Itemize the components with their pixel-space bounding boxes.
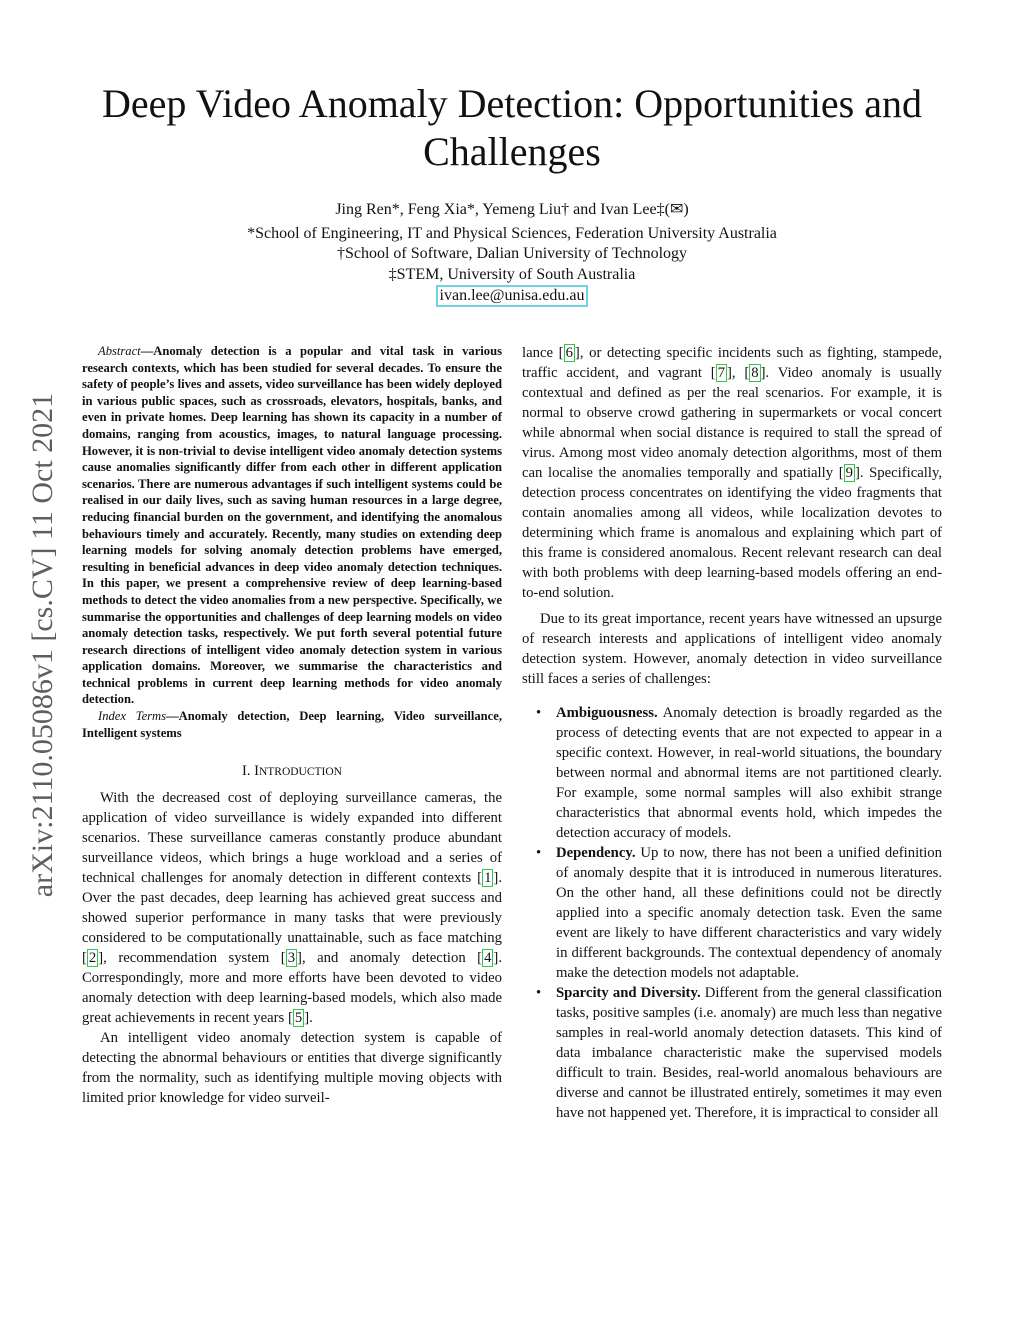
affiliation-2: †School of Software, Dalian University of Technology [336,245,688,262]
list-item [556,703,942,843]
right-column [522,343,942,1123]
intro-paragraph-2: An intelligent video anomaly detection system is capable of detecting the abnormal behaviours or entities that diverge significantly from the normality, such as identifying multiple moving objects with limited prior knowledge for video surveil- [82,1030,502,1107]
section-heading-introduction: I. INTRODUCTION [242,763,342,780]
list-item-head: Dependency. [556,845,636,861]
citation-link[interactable]: 2 [88,950,97,967]
citation-link[interactable]: 9 [845,465,853,481]
paper-title: Deep Video Anomaly Detection: Opportunities and Challenges [101,81,923,174]
index-terms-label: Index Terms [98,709,167,724]
index-terms: Index Terms—Anomaly detection, Deep learning, Video surveillance, Intelligent systems [82,709,502,740]
index-terms-text: Anomaly detection, Deep learning, Video surveillance, Intelligent systems [82,709,502,740]
abstract-text: Anomaly detection is a popular and vital task in various research contexts, which has been studied for several decades. To ensure the safety of people’s lives and assets, video surveillance has been widely deployed in various public spaces, such as crossroads, elevators, hospitals, banks, and even in private homes. Deep learning has shown its capacity in a number of domains, ranging from acoustics, images, to natural language processing. However, it is non-trivial to devise intelligent video anomaly detection systems cause anomalies significantly differ from each other in different application scenarios. There are numerous advantages if such intelligent systems could be realised in our daily lives, such as saving human resources in a large degree, reducing financial burden on the government, and identifying the anomalous behaviours timely and accurately. Recently, many studies on extending deep learning models for solving anomaly detection problems have emerged, resulting in beneficial advances in deep video anomaly detection techniques. In this paper, we present a comprehensive review of deep learning-based methods to detect the video anomalies from a new perspective. Specifically, we summarise the opportunities and challenges of deep learning models on video anomaly detection tasks, respectively. We put forth several potential future research directions of intelligent video anomaly detection system in various application domains. Moreover, we summarise the characteristics and technical problems in current deep learning methods for video anomaly detection. [82,344,502,707]
intro-paragraph-3: Due to its great importance, recent years have witnessed an upsurge of research interests and applications of intelligent video anomaly detection system. However, anomaly detection in video surveillance still faces a series of challenges: [522,611,942,687]
arxiv-stamp: arXiv:2110.05086v1 [cs.CV] 11 Oct 2021 [26,392,59,898]
intro-paragraph-1: With the decreased cost of deploying surveillance cameras, the application of video surveillance is widely expanded into different scenarios. These surveillance cameras constantly produce abundant surveillance videos, which brings a huge workload and a series of technical challenges for anomaly detection in different contexts [ 1 ]. Over the past decades, deep learning has achieved great success and showed superior performance in many tasks that were previously considered to be computationally unattainable, such as face matching [ 2 ], recommendation system [ 3 ], and anomaly detection [ 4 ]. Correspondingly, more and more efforts have been devoted to video anomaly detection with deep learning-based models, which also made great achievements in recent years [ 5 ]. [82,790,502,1027]
intro-paragraph-2-continued: lance [ 6 ], or detecting specific incidents such as fighting, stampede, traffic accident, and vagrant [ 7 ], [ 8 ]. Video anomaly is usually contextual and defined as per the real scenarios. For example, it is normal to observe crowd gathering in supermarkets or vocal concert while abnormal when social distance is required to stall the spread of virus. Among most video anomaly detection algorithms, most of them can localise the anomalies temporally and spatially [ 9 ]. Specifically, detection process concentrates on identifying the video fragments that contain anomalies among all videos, while localization devotes to determining which frame is anomalous and explaining which part of this frame is considered anomalous. Recent relevant research can deal with both problems with deep learning-based models offering an end-to-end solution. [522,345,943,601]
list-item-head: Ambiguousness. [556,705,658,721]
citation-link[interactable]: 5 [294,1010,303,1027]
email-link[interactable]: ivan.lee@unisa.edu.au [436,285,589,307]
citation-link[interactable]: 3 [287,950,296,967]
abstract-label: Abstract [98,344,141,358]
citation-link[interactable]: 6 [565,345,573,361]
citation-link[interactable]: 1 [484,870,492,887]
author-names: Jing Ren*, Feng Xia*, Yemeng Liu† and Ivan Lee‡(✉) [335,201,689,218]
affiliation-3: ‡STEM, University of South Australia [388,265,636,283]
citation-link[interactable]: 4 [484,950,492,967]
author-block [0,200,1024,307]
list-item-text: Up to now, there has not been a unified definition of anomaly despite that it is introduced in numerous literatures. On the other hand, all these definitions could not be directly applied into a specific anomaly detection task. Even the same event are likely to have different characteristics and vary widely in different backgrounds. The contextual dependency of anomaly make the detection models not adaptable. [556,845,942,981]
abstract: Abstract—Anomaly detection is a popular and vital task in various research contexts, which has been studied for several decades. To ensure the safety of people’s lives and assets, video surveillance has been widely deployed in various public spaces, such as crossroads, elevators, hospitals, banks, and even in private homes. Deep learning has shown its capacity in a number of domains, ranging from acoustics, images, to natural language processing. However, it is non-trivial to devise intelligent video anomaly detection systems cause anomalies significantly differ from each other in different application scenarios. There are numerous advantages if such intelligent systems could be realised in our daily lives, such as saving human resources in a large degree, reducing financial burden on the government, and identifying the anomalous behaviours timely and accurately. Recently, many studies on extending deep learning models for solving anomaly detection problems have emerged, resulting in beneficial advances in deep video anomaly detection techniques. In this paper, we present a comprehensive review of deep learning-based methods to detect the video anomalies from a new perspective. Specifically, we summarise the opportunities and challenges of deep learning models on video anomaly detection tasks, respectively. We put forth several potential future research directions of intelligent video anomaly detection system in various application domains. Moreover, we summarise the characteristics and technical problems in current deep learning methods for video anomaly detection. [82,344,502,707]
list-item [556,983,942,1123]
challenge-list [522,703,942,1123]
list-item-text: Different from the general classification tasks, positive samples (i.e. anomaly) are much less than negative samples in real-world anomaly detection datasets. This kind of data imbalance characteristic make the supervised models difficult to train. Besides, real-world anomalous behaviours are diverse and cannot be illustrated entirely, sometimes it may even have not happened yet. Therefore, it is impractical to consider all [556,985,942,1121]
list-item-text: Anomaly detection is broadly regarded as the process of detecting events that are not expected to appear in a specific context. However, in real-world situations, the boundary between normal and abnormal items are not partitioned clearly. For example, some normal samples will also exhibit strange characteristics that abnormal events hold, which impedes the detection accuracy of models. [556,705,942,841]
citation-link[interactable]: 8 [751,365,759,381]
left-column [82,343,502,1108]
affiliation-1: *School of Engineering, IT and Physical Sciences, Federation University Australia [247,224,777,242]
citation-link[interactable]: 7 [717,365,725,381]
list-item-head: Sparcity and Diversity. [556,985,701,1001]
list-item [556,843,942,983]
